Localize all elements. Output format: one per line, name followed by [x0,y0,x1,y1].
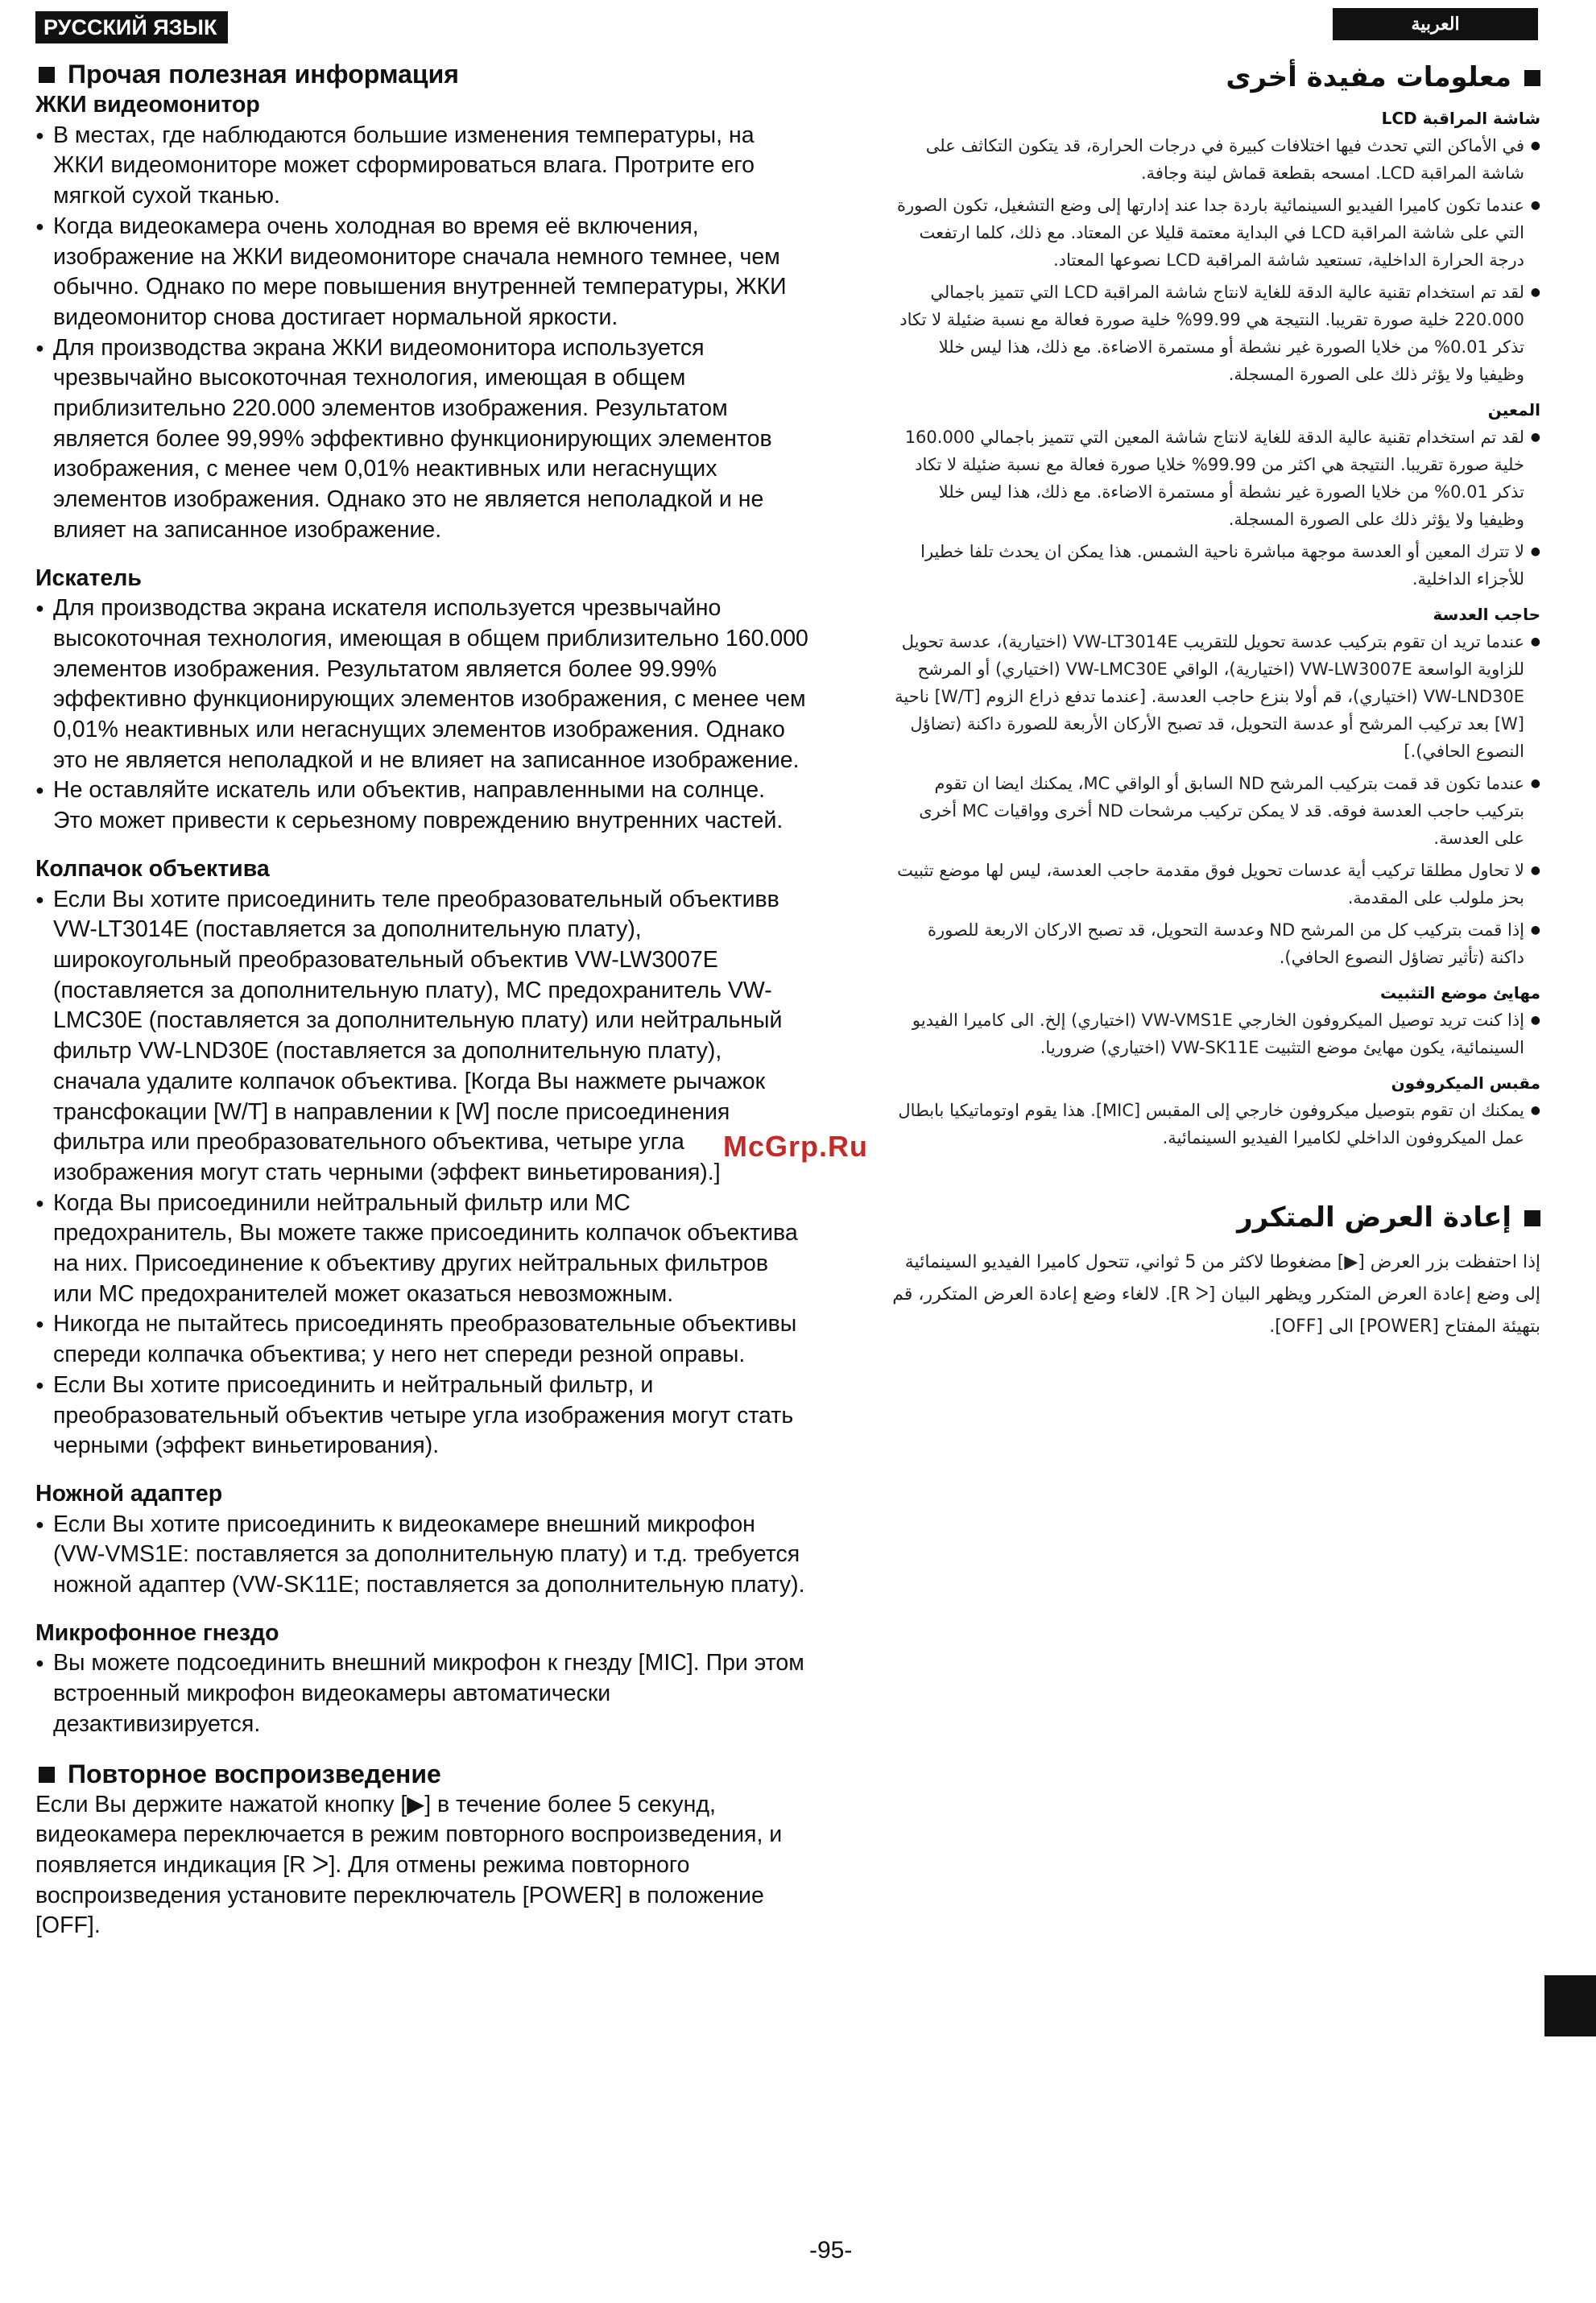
arabic-bullet-item: ● لا تحاول مطلقا تركيب أية عدسات تحويل فوق مقدمة حاجب العدسة، ليس لها موضع تثبيت بحز ملولب على المقدمة. [890,857,1540,912]
arabic-section-title-replay: إعادة العرض المتكرر [890,1200,1540,1235]
watermark: McGrp.Ru [723,1130,869,1163]
square-bullet-icon [1524,70,1540,86]
subsection-heading: Колпачок объектива [35,855,270,882]
arabic-section-title-other-info: معلومات مفيدة أخرى [890,60,1540,95]
subsection-heading: Микрофонное гнездо [35,1619,279,1646]
bullet-item: ● Вы можете подсоединить внешний микрофон к гнезду [MIC]. При этом встроенный микрофон видеокамеры автоматически дезактивизируется. [35,1648,808,1739]
bullet-item: ● В местах, где наблюдаются большие изменения температуры, на ЖКИ видеомониторе может сформироваться влага. Протрите его мягкой сухой тканью. [35,121,808,212]
russian-sections [35,90,808,1740]
arabic-bullet-item: ● عندما تكون كاميرا الفيديو السينمائية باردة جدا عند إدارتها إلى وضع التشغيل، تكون الصورة التي على شاشة المراقبة LCD في البداية معتمة قليلا عن المعتاد. مع ذلك، كلما ارتفعت درجة الحرارة الداخلية، تستعيد شاشة المراقبة LCD نصوعها المعتاد. [890,192,1540,274]
language-tag-russian: РУССКИЙ ЯЗЫК [35,11,228,43]
russian-column [35,11,808,1941]
arabic-subsection-heading: المعين [1487,400,1540,420]
section-title-other-info: Прочая полезная информация [35,58,808,90]
square-bullet-icon [1524,1210,1540,1226]
square-bullet-icon [39,67,55,83]
square-bullet-icon [39,1767,55,1783]
bullet-item: ● Для производства экрана искателя используется чрезвычайно высокоточная технология, имеющая в общем приблизительно 160.000 элементов изображения. Результатом является более 99.99% эффективно функционирующих элементов изображения, с менее чем 0,01% неактивных или негаснущих элементов изображения. Однако это не является неполадкой и не влияет на записанное изображение. [35,593,808,775]
arabic-bullet-item: ● في الأماكن التي تحدث فيها اختلافات كبيرة في درجات الحرارة، قد يتكون التكاثف على شاشة المراقبة LCD. امسحه بقطعة قماش لينة وجافة. [890,132,1540,187]
bullet-item: ● Не оставляйте искатель или объектив, направленными на солнце. Это может привести к серьезному повреждению внутренних частей. [35,775,808,836]
replay-text: Если Вы держите нажатой кнопку [▶] в течение более 5 секунд, видеокамера переключается в режим повторного воспроизведения, и появляется индикация [R ᐳ]. Для отмены режима повторного воспроизведения установите переключатель [POWER] в положение [OFF]. [35,1791,783,1939]
bullet-item: ● Если Вы хотите присоединить теле преобразовательный объективв VW-LT3014E (поставляется за дополнительную плату), широкоугольный преобразовательный объектив VW-LW3007E (поставляется за дополнительную плату), МС предохранитель VW-LMC30E (поставляется за дополнительную плату) или нейтральный фильтр VW-LND30E (поставляется за дополнительную плату), сначала удалите колпачок объектива. [Когда Вы нажмете рычажок трансфокации [W/T] в направлении к [W] после присоединения фильтра или преобразовательного объектива, четыре угла изображения могут стать черными (эффект виньетирования).] [35,885,808,1189]
bullet-item: ● Когда Вы присоединили нейтральный фильтр или МС предохранитель, Вы можете также присоединить колпачок объектива на них. Присоединение к объективу других нейтральных фильтров или МС предохранителей может оказаться невозможным. [35,1189,808,1310]
arabic-bullet-item: ● لا تترك المعين أو العدسة موجهة مباشرة ناحية الشمس. هذا يمكن ان يحدث تلفا خطيرا للأجزاء الداخلية. [890,538,1540,593]
arabic-column [890,8,1540,1343]
arabic-subsection-heading: شاشة المراقبة LCD [1381,109,1540,128]
arabic-subsection-heading: مهايئ موضع التثبيت [1380,983,1540,1003]
arabic-bullet-item: ● لقد تم استخدام تقنية عالية الدقة للغاية لانتاج شاشة المعين التي تتميز باجمالي 160.000 خلية صورة تقريبا. النتيجة هي اكثر من 99.99% خلايا صورة فعالة مع نسبة ضئيلة لا تكاد تذكر 0.01% من خلايا الصورة غير نشطة أو مستمرة الاضاءة. مع ذلك، هذا ليس خللا وظيفيا ولا يؤثر ذلك على الصورة المسجلة. [890,424,1540,533]
arabic-bullet-item: ● عندما تكون قد قمت بتركيب المرشح ND السابق أو الواقي MC، يمكنك ايضا ان تقوم بتركيب حاجب العدسة فوقه. قد لا يمكن تركيب مرشحات ND أخرى وواقيات MC أخرى على العدسة. [890,770,1540,852]
arabic-sections [890,106,1540,1152]
arabic-bullet-item: ● عندما تريد ان تقوم بتركيب عدسة تحويل للتقريب VW-LT3014E (اختيارية)، عدسة تحويل للزاوية الواسعة VW-LW3007E (اختيارية)، الواقي VW-LMC30E (اختياري) أو المرشح VW-LND30E (اختياري)، قم أولا بنزع حاجب العدسة. [عندما تدفع ذراع الزوم [W/T] ناحية [W] بعد تركيب المرشح أو عدسة التحويل، قد تصبح الأركان الأربعة للصورة داكنة (تضاؤل النصوع الحافي).] [890,628,1540,765]
arabic-bullet-item: ● لقد تم استخدام تقنية عالية الدقة للغاية لانتاج شاشة المراقبة LCD التي تتميز باجمالي 220.000 خلية صورة تقريبا. النتيجة هي 99.99% خلية صورة فعالة مع نسبة ضئيلة لا تكاد تذكر 0.01% من خلايا الصورة غير نشطة أو مستمرة الاضاءة. مع ذلك، هذا ليس خللا وظيفيا ولا يؤثر ذلك على الصورة المسجلة. [890,279,1540,388]
arabic-bullet-item: ● إذا كنت تريد توصيل الميكروفون الخارجي VW-VMS1E (اختياري) إلخ. الى كاميرا الفيديو السينمائية، يكون مهايئ موضع التثبيت VW-SK11E (اختياري) ضروريا. [890,1007,1540,1061]
subsection-heading: ЖКИ видеомонитор [35,92,260,118]
arabic-bullet-item: ● إذا قمت بتركيب كل من المرشح ND وعدسة التحويل، قد تصبح الاركان الاربعة للصورة داكنة (تأثير تضاؤل النصوع الحافي). [890,916,1540,971]
section-title-replay: Повторное воспроизведение [35,1758,808,1790]
bullet-item: ● Если Вы хотите присоединить и нейтральный фильтр, и преобразовательный объектив четыре угла изображения могут стать черными (эффект виньетирования). [35,1371,808,1462]
subsection-heading: Ножной адаптер [35,1480,223,1507]
bullet-item: ● Если Вы хотите присоединить к видеокамере внешний микрофон (VW-VMS1E: поставляется за дополнительную плату) и т.д. требуется ножной адаптер (VW-SK11E; поставляется за дополнительную плату). [35,1510,808,1601]
arabic-replay-text: إذا احتفظت بزر العرض [▶] مضغوطا لاكثر من 5 ثواني، تتحول كاميرا الفيديو السينمائية إلى وضع إعادة العرض المتكرر ويظهر البيان [R ᐳ]. لالغاء وضع إعادة العرض المتكرر، قم بتهيئة المفتاح [POWER] الى [OFF]. [892,1252,1540,1337]
subsection-heading: Искатель [35,564,142,591]
bullet-item: ● Никогда не пытайтесь присоединять преобразовательные объективы спереди колпачка объектива; у него нет спереди резной оправы. [35,1309,808,1370]
bullet-item: ● Для производства экрана ЖКИ видеомонитора используется чрезвычайно высокоточная технология, имеющая в общем приблизительно 220.000 элементов изображения. Результатом является более 99,99% эффективно функционирующих элементов изображения, с менее чем 0,01% неактивных или негаснущих элементов изображения. Однако это не является неполадкой и не влияет на записанное изображение. [35,333,808,546]
arabic-subsection-heading: حاجب العدسة [1433,605,1540,624]
arabic-subsection-heading: مقبس الميكروفون [1391,1073,1540,1093]
page-number: -95- [809,2237,853,2264]
bullet-item: ● Когда видеокамера очень холодная во время её включения, изображение на ЖКИ видеомониторе сначала немного темнее, чем обычно. Однако по мере повышения внутренней температуры, ЖКИ видеомонитор снова достигает нормальной яркости. [35,212,808,333]
language-tag-arabic: العربية [1333,8,1538,40]
side-tab-marker [1544,1975,1596,2036]
arabic-bullet-item: ● يمكنك ان تقوم بتوصيل ميكروفون خارجي إلى المقبس [MIC]. هذا يقوم اوتوماتيكيا بابطال عمل الميكروفون الداخلي لكاميرا الفيديو السينمائية. [890,1097,1540,1152]
